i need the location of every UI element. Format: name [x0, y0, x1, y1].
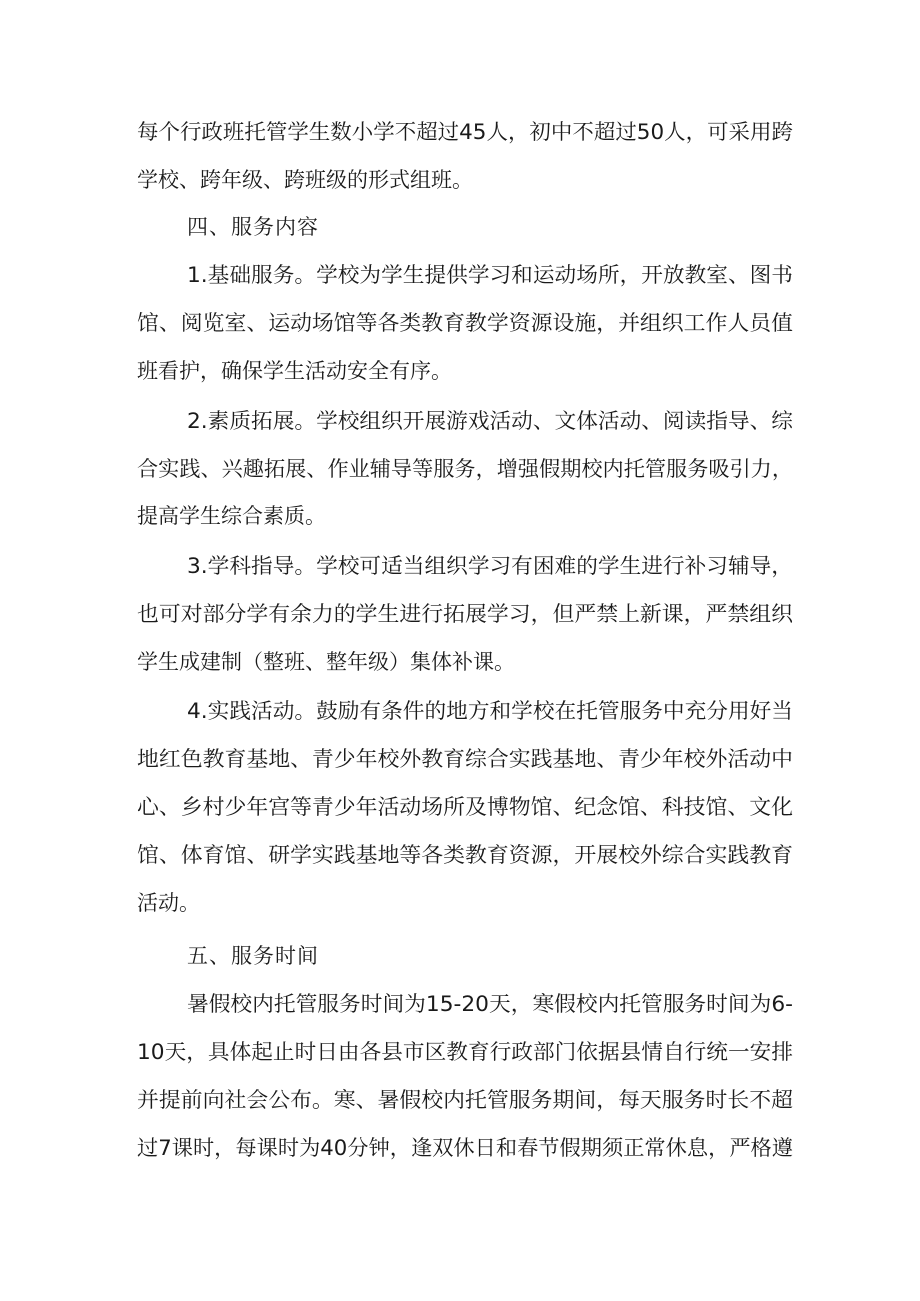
line-text: 馆、体育馆、研学实践基地等各类教育资源，开展校外综合实践教育: [137, 843, 794, 867]
line-text: 地红色教育基地、青少年校外教育综合实践基地、青少年校外活动中: [137, 747, 794, 771]
text-line: [0, 837, 920, 873]
heading-text: 四、服务内容: [187, 215, 319, 239]
line-text: 学校、跨年级、跨班级的形式组班。: [137, 168, 473, 192]
line-text: 1.基础服务。学校为学生提供学习和运动场所，开放教室、图书: [187, 263, 793, 287]
text-line: [0, 305, 920, 341]
line-text: 班看护，确保学生活动安全有序。: [137, 359, 452, 383]
text-line: [0, 789, 920, 825]
line-text: 也可对部分学有余力的学生进行拓展学习，但严禁上新课，严禁组织: [137, 602, 794, 626]
line-text: 合实践、兴趣拓展、作业辅导等服务，增强假期校内托管服务吸引力，: [137, 457, 793, 481]
line-text: 10天，具体起止时日由各县市区教育行政部门依据县情自行统一安排: [137, 1040, 793, 1064]
text-line: [0, 257, 920, 293]
text-line: [0, 162, 920, 198]
section-heading: [0, 938, 920, 974]
heading-text: 五、服务时间: [187, 944, 319, 968]
text-line: [0, 693, 920, 729]
text-line: [0, 1034, 920, 1070]
text-line: [0, 986, 920, 1022]
text-line: [0, 1130, 920, 1166]
text-line: [0, 885, 920, 921]
line-text: 2.素质拓展。学校组织开展游戏活动、文体活动、阅读指导、综: [187, 409, 793, 433]
line-text: 并提前向社会公布。寒、暑假校内托管服务期间，每天服务时长不超: [137, 1088, 794, 1112]
section-heading: [0, 209, 920, 245]
line-text: 过7课时，每课时为40分钟，逢双休日和春节假期须正常休息，严格遵: [137, 1136, 793, 1160]
text-line: [0, 741, 920, 777]
line-text: 4.实践活动。鼓励有条件的地方和学校在托管服务中充分用好当: [187, 699, 793, 723]
text-line: [0, 451, 920, 487]
text-line: [0, 403, 920, 439]
line-text: 学生成建制（整班、整年级）集体补课。: [137, 650, 515, 674]
text-line: [0, 114, 920, 150]
line-text: 馆、阅览室、运动场馆等各类教育教学资源设施，并组织工作人员值: [137, 311, 794, 335]
text-line: [0, 644, 920, 680]
line-text: 3.学科指导。学校可适当组织学习有困难的学生进行补习辅导，: [187, 554, 793, 578]
text-line: [0, 596, 920, 632]
text-line: [0, 498, 920, 534]
text-line: [0, 353, 920, 389]
text-line: [0, 548, 920, 584]
text-line: [0, 1082, 920, 1118]
line-text: 暑假校内托管服务时间为15-20天，寒假校内托管服务时间为6-: [187, 992, 793, 1016]
line-text: 心、乡村少年宫等青少年活动场所及博物馆、纪念馆、科技馆、文化: [137, 795, 794, 819]
line-text: 提高学生综合素质。: [137, 504, 326, 528]
line-text: 每个行政班托管学生数小学不超过45人，初中不超过50人，可采用跨: [137, 120, 793, 144]
line-text: 活动。: [137, 891, 200, 915]
